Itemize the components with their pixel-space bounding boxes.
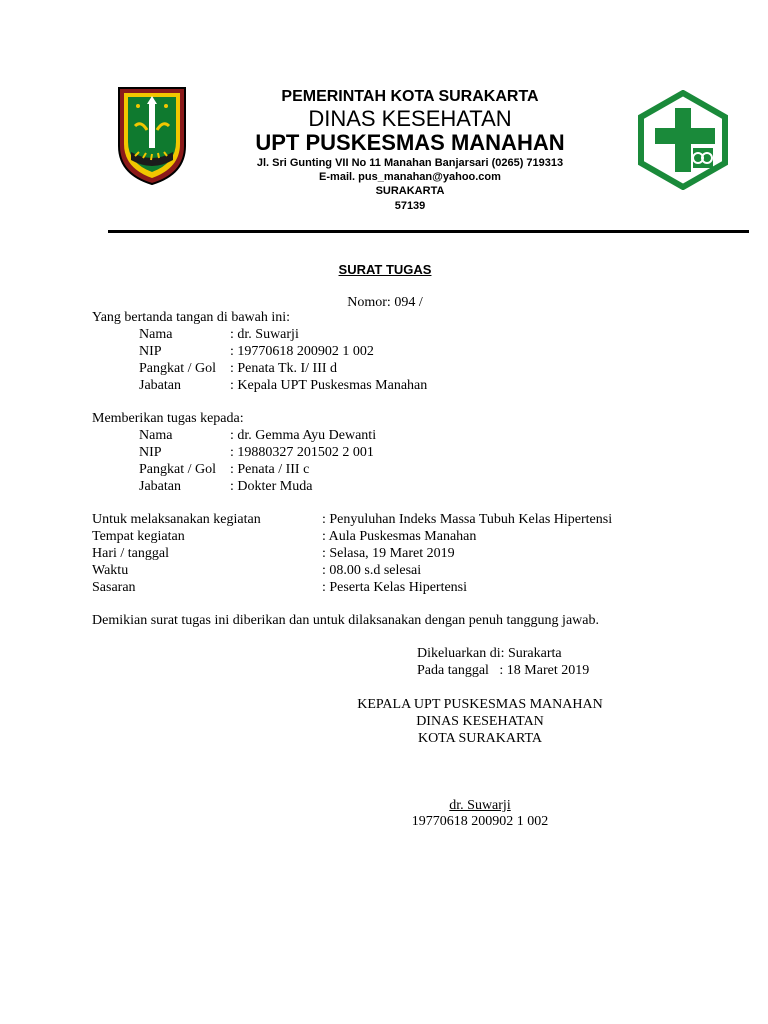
signer-label: Jabatan: [139, 378, 181, 393]
assignee-value: : Penata / III c: [230, 462, 310, 477]
document-number: Nomor: 094 /: [347, 295, 423, 310]
assignee-label: Nama: [139, 428, 173, 443]
signer-value: : dr. Suwarji: [230, 327, 299, 342]
activity-value: : Selasa, 19 Maret 2019: [322, 546, 455, 561]
document-title: SURAT TUGAS: [338, 262, 432, 277]
signer-value: : Penata Tk. I/ III d: [230, 361, 338, 376]
assignee-value: : dr. Gemma Ayu Dewanti: [230, 428, 377, 443]
signature-agency: DINAS KESEHATAN: [416, 714, 544, 729]
header-city: SURAKARTA: [375, 185, 445, 197]
header-government: PEMERINTAH KOTA SURAKARTA: [281, 88, 539, 105]
activity-value: : 08.00 s.d selesai: [322, 563, 422, 578]
closing-text: Demikian surat tugas ini diberikan dan untuk dilaksanakan dengan penuh tanggung jawab.: [92, 613, 599, 628]
activity-label: Tempat kegiatan: [92, 529, 185, 544]
signer-label: Nama: [139, 327, 173, 342]
header-postal: 57139: [394, 200, 426, 212]
assignee-label: Jabatan: [139, 479, 181, 494]
header-agency: DINAS KESEHATAN: [308, 106, 512, 131]
issued-date: Pada tanggal : 18 Maret 2019: [417, 663, 590, 678]
intro-text: Yang bertanda tangan di bawah ini:: [92, 310, 291, 325]
activity-label: Hari / tanggal: [92, 546, 169, 561]
header-divider: [108, 230, 749, 233]
header-unit: UPT PUSKESMAS MANAHAN: [255, 130, 565, 155]
signer-label: NIP: [139, 344, 162, 359]
activity-value: : Peserta Kelas Hipertensi: [322, 580, 468, 595]
signature-title: KEPALA UPT PUSKESMAS MANAHAN: [357, 697, 603, 712]
activity-label: Waktu: [92, 563, 129, 578]
signature-name: [405, 797, 555, 814]
signature-city: KOTA SURAKARTA: [417, 731, 543, 746]
signature-nip: 19770618 200902 1 002: [411, 814, 549, 829]
assignee-value: : Dokter Muda: [230, 479, 313, 494]
kota-surakarta-crest-icon: [117, 86, 187, 186]
activity-value: : Aula Puskesmas Manahan: [322, 529, 477, 544]
signer-value: : Kepala UPT Puskesmas Manahan: [230, 378, 428, 393]
header-email: E-mail. pus_manahan@yahoo.com: [319, 171, 501, 183]
signature-name-text: dr. Suwarji: [449, 798, 511, 813]
assignee-label: NIP: [139, 445, 162, 460]
activity-label: Sasaran: [92, 580, 136, 595]
assignee-value: : 19880327 201502 2 001: [230, 445, 374, 460]
signer-value: : 19770618 200902 1 002: [230, 344, 374, 359]
activity-value: : Penyuluhan Indeks Massa Tubuh Kelas Hipertensi: [322, 512, 613, 527]
activity-label: Untuk melaksanakan kegiatan: [92, 512, 261, 527]
assign-intro-text: Memberikan tugas kepada:: [92, 411, 244, 426]
issued-place: Dikeluarkan di: Surakarta: [417, 646, 562, 661]
puskesmas-logo-icon: [637, 90, 729, 190]
assignee-label: Pangkat / Gol: [139, 462, 216, 477]
header-address: Jl. Sri Gunting VII No 11 Manahan Banjarsari (0265) 719313: [256, 157, 564, 169]
signer-label: Pangkat / Gol: [139, 361, 216, 376]
